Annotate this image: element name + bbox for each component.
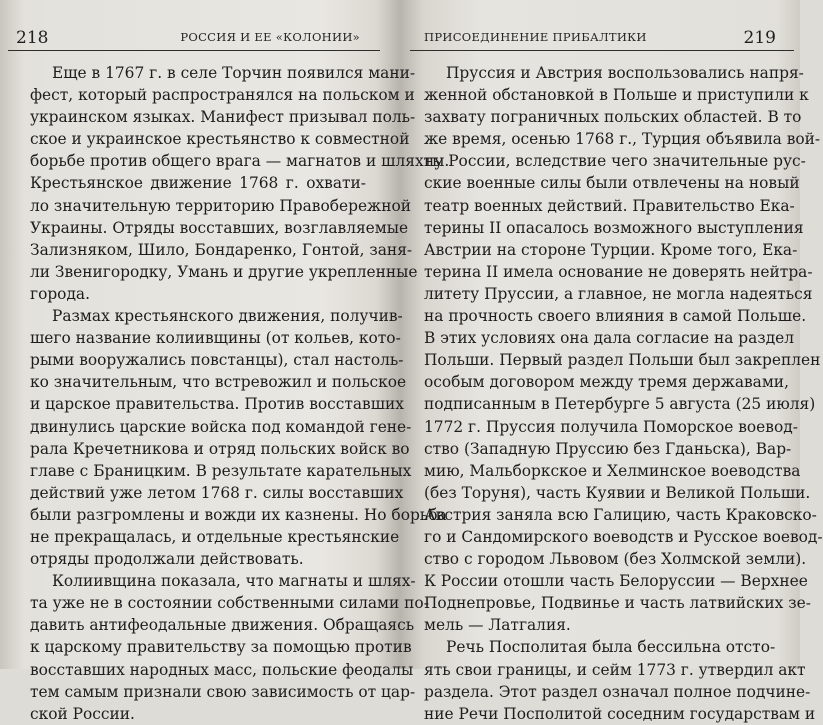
- text-line: двинулись царские войска под командой гене-: [30, 417, 412, 436]
- text-line: были разгромлены и вожди их казнены. Но борьба: [30, 505, 447, 524]
- text-line: шего название колиивщины (от кольев, кото-: [30, 329, 401, 348]
- right-page-text: [424, 62, 823, 725]
- text-line: подписанным в Петербурге 5 августа (25 июля): [424, 395, 816, 414]
- text-line: украинском языках. Манифест призывал поль-: [30, 108, 416, 127]
- text-line: театр военных действий. Правительство Ека-: [424, 196, 795, 215]
- left-page: [8, 0, 450, 723]
- text-line: 1772 г. Пруссия получила Поморское воевод-: [424, 417, 798, 436]
- paragraph: [424, 636, 816, 724]
- text-line: Размах крестьянского движения, получив-: [52, 307, 403, 326]
- left-page-text: [30, 62, 450, 725]
- text-line: рыми вооружались повстанцы), стал настоль-: [30, 351, 404, 370]
- text-line: отряды продолжали действовать.: [30, 550, 304, 569]
- text-line: главе с Браницким. В результате карательных: [30, 461, 412, 480]
- text-line: ской России.: [30, 704, 135, 723]
- text-line: та уже не в состоянии собственными силами по-: [30, 594, 429, 613]
- text-line: ну России, вследствие чего значительные рус-: [424, 152, 806, 171]
- text-line: К России отошли часть Белоруссии — Верхнее: [424, 572, 808, 591]
- text-line: особым договором между тремя державами,: [424, 373, 789, 392]
- text-line: борьбе против общего врага — магнатов и шляхты.: [30, 152, 450, 171]
- text-line: раздела. Этот раздел означал полное подчине-: [424, 682, 811, 701]
- text-line: Еще в 1767 г. в селе Торчин появился мани-: [52, 64, 416, 82]
- text-line: (без Торуня), часть Куявии и Великой Польши.: [424, 483, 811, 502]
- text-line: Польши. Первый раздел Польши был закреплен: [424, 351, 821, 370]
- text-line: ние Речи Посполитой соседним государствам и: [424, 704, 816, 723]
- text-line: литету Пруссии, а главное, не могла надеяться: [424, 284, 813, 303]
- text-line: ство с городом Львовом (без Холмской земли).: [424, 550, 807, 569]
- text-line: В этих условиях она дала согласие на раздел: [424, 329, 795, 348]
- text-line: Пруссия и Австрия воспользовались напря-: [446, 64, 804, 82]
- paragraph: [30, 570, 429, 725]
- text-line: ко значительным, что встревожил и польское: [30, 373, 407, 392]
- text-line: и царское правительства. Против восставших: [30, 395, 404, 414]
- page-number: 219: [743, 28, 776, 48]
- text-line: ло значительную территорию Правобережной: [30, 196, 412, 215]
- paragraph: [30, 62, 450, 305]
- text-line: ять свои границы, и сейм 1773 г. утвердил акт: [424, 660, 806, 679]
- text-line: давить антифеодальные движения. Обращаясь: [30, 616, 415, 635]
- text-line: Украины. Отряды восставших, возглавляемые: [30, 218, 409, 237]
- text-line: фест, который распространялся на польском и: [30, 86, 415, 105]
- text-line: Колиивщина показала, что магнаты и шлях-: [52, 572, 416, 591]
- text-line: захвату пограничных польских областей. В то: [424, 108, 802, 127]
- text-line: Зализняком, Шило, Бондаренко, Гонтой, заня-: [30, 240, 413, 259]
- text-line: тем самым признали свою зависимость от цар-: [30, 682, 416, 701]
- text-line: Поднепровье, Подвинье и часть латвийских зе-: [424, 594, 811, 613]
- right-page-header: [410, 24, 794, 51]
- text-line: Крестьянское движение 1768 г. охвати-: [30, 174, 366, 193]
- running-head: ПРИСОЕДИНЕНИЕ ПРИБАЛТИКИ: [424, 30, 647, 44]
- text-line: действий уже летом 1768 г. силы восставших: [30, 483, 404, 502]
- text-line: Австрии на стороне Турции. Кроме того, Ека-: [424, 240, 798, 259]
- paragraph: [424, 62, 823, 636]
- text-line: Австрия заняла всю Галицию, часть Краковско-: [424, 505, 817, 524]
- text-line: рала Кречетникова и отряд польских войск во: [30, 439, 410, 458]
- text-line: терины II опасалось возможного выступления: [424, 218, 804, 237]
- running-head: РОССИЯ И ЕЕ «КОЛОНИИ»: [180, 30, 360, 44]
- paragraph: [30, 305, 447, 570]
- text-line: Речь Посполитая была бессильна отсто-: [446, 638, 776, 657]
- text-line: ство (Западную Пруссию без Гданьска), Вар-: [424, 439, 792, 458]
- text-line: города.: [30, 284, 90, 303]
- page-number: 218: [16, 28, 49, 48]
- text-line: не прекращалась, и отдельные крестьянские: [30, 527, 400, 546]
- text-line: же время, осенью 1768 г., Турция объявила вой-: [424, 130, 821, 149]
- text-line: го и Сандомирского воеводств и Русское воевод-: [424, 527, 823, 546]
- text-line: к царскому правительству за помощью против: [30, 638, 412, 657]
- right-page: [410, 0, 823, 723]
- text-line: восставших народных масс, польские феодалы: [30, 660, 414, 679]
- text-line: мию, Мальборкское и Хелминское воеводства: [424, 461, 801, 480]
- text-line: ское и украинское крестьянство к совместной: [30, 130, 410, 149]
- text-line: ские военные силы были отвлечены на новый: [424, 174, 800, 193]
- text-line: женной обстановкой в Польше и приступили к: [424, 86, 809, 105]
- text-line: ли Звенигородку, Умань и другие укрепленные: [30, 262, 418, 281]
- text-line: терина II имела основание не доверять нейтра-: [424, 262, 813, 281]
- text-line: на прочность своего влияния в самой Польше.: [424, 307, 807, 326]
- text-line: мель — Латгалия.: [424, 616, 571, 635]
- left-page-header: [8, 24, 380, 51]
